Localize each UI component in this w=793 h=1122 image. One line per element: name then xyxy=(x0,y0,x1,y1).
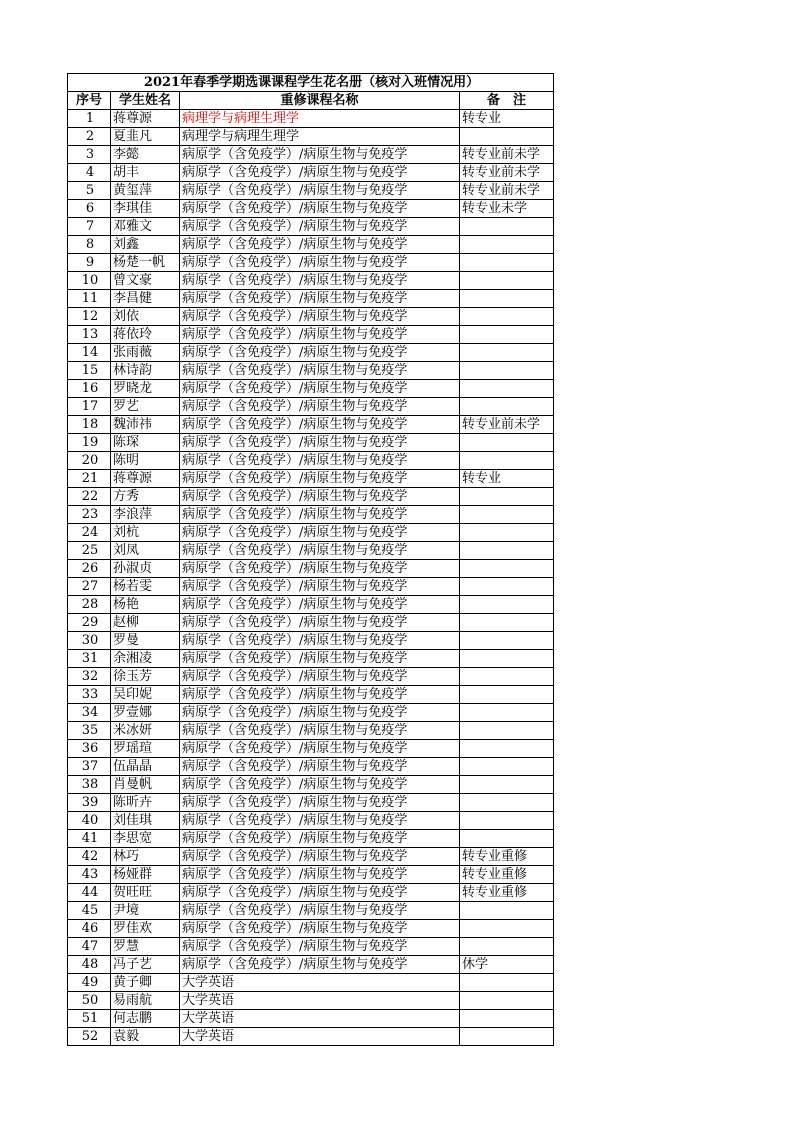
course-name-cell: 病理学与病理生理学 xyxy=(180,128,460,146)
remark-cell xyxy=(460,560,554,578)
course-name-cell: 病原学（含免疫学）/病原生物与免疫学 xyxy=(180,686,460,704)
table-row xyxy=(68,794,554,812)
remark-cell xyxy=(460,380,554,398)
row-number-cell: 5 xyxy=(68,182,111,200)
student-name-cell: 徐玉芳 xyxy=(111,668,180,686)
student-name-cell: 孙淑贞 xyxy=(111,560,180,578)
remark-cell: 转专业前未学 xyxy=(460,182,554,200)
row-number-cell: 45 xyxy=(68,902,111,920)
remark-cell xyxy=(460,1028,554,1046)
student-name-cell: 易雨航 xyxy=(111,992,180,1010)
remark-cell xyxy=(460,704,554,722)
remark-cell: 转专业 xyxy=(460,110,554,128)
row-number-cell: 40 xyxy=(68,812,111,830)
table-row xyxy=(68,290,554,308)
table-row xyxy=(68,884,554,902)
row-number-cell: 24 xyxy=(68,524,111,542)
student-name-cell: 陈昕卉 xyxy=(111,794,180,812)
row-number-cell: 18 xyxy=(68,416,111,434)
remark-cell xyxy=(460,902,554,920)
student-name-cell: 罗佳欢 xyxy=(111,920,180,938)
remark-cell xyxy=(460,614,554,632)
roster-table xyxy=(67,73,554,1046)
student-name-cell: 夏韭凡 xyxy=(111,128,180,146)
remark-cell: 转专业 xyxy=(460,470,554,488)
student-name-cell: 罗壹娜 xyxy=(111,704,180,722)
row-number-cell: 4 xyxy=(68,164,111,182)
student-name-cell: 李琪佳 xyxy=(111,200,180,218)
course-name-cell: 病原学（含免疫学）/病原生物与免疫学 xyxy=(180,182,460,200)
row-number-cell: 46 xyxy=(68,920,111,938)
remark-cell xyxy=(460,830,554,848)
course-name-cell: 病原学（含免疫学）/病原生物与免疫学 xyxy=(180,740,460,758)
table-row xyxy=(68,866,554,884)
course-name-cell: 大学英语 xyxy=(180,992,460,1010)
course-name-cell: 病原学（含免疫学）/病原生物与免疫学 xyxy=(180,236,460,254)
course-name-cell: 病原学（含免疫学）/病原生物与免疫学 xyxy=(180,596,460,614)
row-number-cell: 6 xyxy=(68,200,111,218)
row-number-cell: 26 xyxy=(68,560,111,578)
row-number-cell: 49 xyxy=(68,974,111,992)
course-name-cell: 病原学（含免疫学）/病原生物与免疫学 xyxy=(180,848,460,866)
row-number-cell: 23 xyxy=(68,506,111,524)
course-name-cell: 病原学（含免疫学）/病原生物与免疫学 xyxy=(180,902,460,920)
course-name-cell: 病原学（含免疫学）/病原生物与免疫学 xyxy=(180,758,460,776)
row-number-cell: 3 xyxy=(68,146,111,164)
remark-cell xyxy=(460,758,554,776)
course-name-cell: 病原学（含免疫学）/病原生物与免疫学 xyxy=(180,668,460,686)
row-number-cell: 11 xyxy=(68,290,111,308)
table-row xyxy=(68,614,554,632)
student-name-cell: 曾文豪 xyxy=(111,272,180,290)
table-row xyxy=(68,164,554,182)
row-number-cell: 1 xyxy=(68,110,111,128)
course-name-cell: 病原学（含免疫学）/病原生物与免疫学 xyxy=(180,866,460,884)
row-number-cell: 12 xyxy=(68,308,111,326)
student-name-cell: 肖曼帆 xyxy=(111,776,180,794)
row-number-cell: 16 xyxy=(68,380,111,398)
row-number-cell: 28 xyxy=(68,596,111,614)
remark-cell xyxy=(460,128,554,146)
row-number-cell: 47 xyxy=(68,938,111,956)
remark-cell: 休学 xyxy=(460,956,554,974)
table-row xyxy=(68,956,554,974)
table-row xyxy=(68,758,554,776)
student-name-cell: 刘鑫 xyxy=(111,236,180,254)
course-name-cell: 病原学（含免疫学）/病原生物与免疫学 xyxy=(180,254,460,272)
remark-cell xyxy=(460,344,554,362)
student-name-cell: 杨楚一帆 xyxy=(111,254,180,272)
course-name-cell: 大学英语 xyxy=(180,1028,460,1046)
student-name-cell: 李思宽 xyxy=(111,830,180,848)
course-name-cell: 病原学（含免疫学）/病原生物与免疫学 xyxy=(180,542,460,560)
table-row xyxy=(68,218,554,236)
course-name-cell: 病原学（含免疫学）/病原生物与免疫学 xyxy=(180,704,460,722)
course-name-cell: 病原学（含免疫学）/病原生物与免疫学 xyxy=(180,524,460,542)
row-number-cell: 14 xyxy=(68,344,111,362)
row-number-cell: 38 xyxy=(68,776,111,794)
student-name-cell: 胡丰 xyxy=(111,164,180,182)
table-row xyxy=(68,488,554,506)
row-number-cell: 19 xyxy=(68,434,111,452)
student-name-cell: 伍晶晶 xyxy=(111,758,180,776)
student-name-cell: 刘依 xyxy=(111,308,180,326)
table-row xyxy=(68,812,554,830)
table-row xyxy=(68,254,554,272)
table-row xyxy=(68,326,554,344)
remark-cell xyxy=(460,524,554,542)
row-number-cell: 36 xyxy=(68,740,111,758)
row-number-cell: 48 xyxy=(68,956,111,974)
course-name-cell: 大学英语 xyxy=(180,974,460,992)
row-number-cell: 30 xyxy=(68,632,111,650)
remark-cell: 转专业前未学 xyxy=(460,146,554,164)
student-name-cell: 魏沛祎 xyxy=(111,416,180,434)
remark-cell: 转专业未学 xyxy=(460,200,554,218)
course-name-cell: 病理学与病理生理学 xyxy=(180,110,460,128)
student-name-cell: 陈明 xyxy=(111,452,180,470)
course-name-cell: 病原学（含免疫学）/病原生物与免疫学 xyxy=(180,650,460,668)
course-name-cell: 病原学（含免疫学）/病原生物与免疫学 xyxy=(180,560,460,578)
student-name-cell: 罗曼 xyxy=(111,632,180,650)
row-number-cell: 50 xyxy=(68,992,111,1010)
student-name-cell: 吴印妮 xyxy=(111,686,180,704)
row-number-cell: 32 xyxy=(68,668,111,686)
table-row xyxy=(68,272,554,290)
row-number-cell: 42 xyxy=(68,848,111,866)
course-name-cell: 病原学（含免疫学）/病原生物与免疫学 xyxy=(180,776,460,794)
table-row xyxy=(68,830,554,848)
course-name-cell: 病原学（含免疫学）/病原生物与免疫学 xyxy=(180,218,460,236)
course-name-cell: 病原学（含免疫学）/病原生物与免疫学 xyxy=(180,488,460,506)
student-name-cell: 李昌健 xyxy=(111,290,180,308)
table-row xyxy=(68,1028,554,1046)
remark-cell xyxy=(460,398,554,416)
student-name-cell: 刘佳琪 xyxy=(111,812,180,830)
row-number-cell: 31 xyxy=(68,650,111,668)
header-no: 序号 xyxy=(68,92,111,110)
remark-cell xyxy=(460,632,554,650)
row-number-cell: 21 xyxy=(68,470,111,488)
remark-cell xyxy=(460,308,554,326)
row-number-cell: 7 xyxy=(68,218,111,236)
header-remark: 备 注 xyxy=(460,92,554,110)
course-name-cell: 病原学（含免疫学）/病原生物与免疫学 xyxy=(180,308,460,326)
table-row xyxy=(68,362,554,380)
table-row xyxy=(68,1010,554,1028)
student-name-cell: 张雨薇 xyxy=(111,344,180,362)
remark-cell xyxy=(460,650,554,668)
row-number-cell: 17 xyxy=(68,398,111,416)
course-name-cell: 病原学（含免疫学）/病原生物与免疫学 xyxy=(180,506,460,524)
student-name-cell: 罗瑶瑄 xyxy=(111,740,180,758)
course-name-cell: 病原学（含免疫学）/病原生物与免疫学 xyxy=(180,398,460,416)
student-name-cell: 陈琛 xyxy=(111,434,180,452)
student-name-cell: 李懿 xyxy=(111,146,180,164)
row-number-cell: 41 xyxy=(68,830,111,848)
course-name-cell: 大学英语 xyxy=(180,1010,460,1028)
remark-cell xyxy=(460,236,554,254)
course-name-cell: 病原学（含免疫学）/病原生物与免疫学 xyxy=(180,452,460,470)
course-name-cell: 病原学（含免疫学）/病原生物与免疫学 xyxy=(180,920,460,938)
row-number-cell: 13 xyxy=(68,326,111,344)
row-number-cell: 15 xyxy=(68,362,111,380)
table-row xyxy=(68,236,554,254)
table-row xyxy=(68,722,554,740)
student-name-cell: 黄子卿 xyxy=(111,974,180,992)
student-name-cell: 黄玺萍 xyxy=(111,182,180,200)
course-name-cell: 病原学（含免疫学）/病原生物与免疫学 xyxy=(180,290,460,308)
remark-cell xyxy=(460,668,554,686)
table-row xyxy=(68,974,554,992)
course-name-cell: 病原学（含免疫学）/病原生物与免疫学 xyxy=(180,344,460,362)
row-number-cell: 43 xyxy=(68,866,111,884)
row-number-cell: 22 xyxy=(68,488,111,506)
student-name-cell: 方秀 xyxy=(111,488,180,506)
row-number-cell: 51 xyxy=(68,1010,111,1028)
student-name-cell: 杨艳 xyxy=(111,596,180,614)
table-row xyxy=(68,182,554,200)
remark-cell xyxy=(460,812,554,830)
header-row xyxy=(68,92,554,110)
student-name-cell: 余湘凌 xyxy=(111,650,180,668)
header-name: 学生姓名 xyxy=(111,92,180,110)
student-name-cell: 赵柳 xyxy=(111,614,180,632)
remark-cell xyxy=(460,722,554,740)
table-row xyxy=(68,776,554,794)
course-name-cell: 病原学（含免疫学）/病原生物与免疫学 xyxy=(180,938,460,956)
course-name-cell: 病原学（含免疫学）/病原生物与免疫学 xyxy=(180,578,460,596)
remark-cell xyxy=(460,578,554,596)
table-row xyxy=(68,416,554,434)
course-name-cell: 病原学（含免疫学）/病原生物与免疫学 xyxy=(180,632,460,650)
table-row xyxy=(68,146,554,164)
student-name-cell: 罗慧 xyxy=(111,938,180,956)
row-number-cell: 37 xyxy=(68,758,111,776)
student-name-cell: 蒋尊源 xyxy=(111,110,180,128)
remark-cell xyxy=(460,1010,554,1028)
course-name-cell: 病原学（含免疫学）/病原生物与免疫学 xyxy=(180,614,460,632)
sheet-title: 2021年春季学期选课课程学生花名册（核对入班情况用） xyxy=(68,74,554,92)
table-row xyxy=(68,848,554,866)
student-name-cell: 杨娅群 xyxy=(111,866,180,884)
table-row xyxy=(68,506,554,524)
row-number-cell: 9 xyxy=(68,254,111,272)
table-row xyxy=(68,380,554,398)
remark-cell xyxy=(460,362,554,380)
course-name-cell: 病原学（含免疫学）/病原生物与免疫学 xyxy=(180,146,460,164)
course-name-cell: 病原学（含免疫学）/病原生物与免疫学 xyxy=(180,380,460,398)
student-name-cell: 袁毅 xyxy=(111,1028,180,1046)
remark-cell: 转专业前未学 xyxy=(460,416,554,434)
header-course: 重修课程名称 xyxy=(180,92,460,110)
remark-cell xyxy=(460,776,554,794)
remark-cell xyxy=(460,506,554,524)
row-number-cell: 29 xyxy=(68,614,111,632)
course-name-cell: 病原学（含免疫学）/病原生物与免疫学 xyxy=(180,272,460,290)
student-name-cell: 杨若雯 xyxy=(111,578,180,596)
course-name-cell: 病原学（含免疫学）/病原生物与免疫学 xyxy=(180,470,460,488)
remark-cell xyxy=(460,434,554,452)
table-row xyxy=(68,542,554,560)
row-number-cell: 8 xyxy=(68,236,111,254)
table-row xyxy=(68,740,554,758)
row-number-cell: 2 xyxy=(68,128,111,146)
student-name-cell: 刘杭 xyxy=(111,524,180,542)
student-name-cell: 罗艺 xyxy=(111,398,180,416)
table-row xyxy=(68,704,554,722)
table-row xyxy=(68,452,554,470)
table-row xyxy=(68,344,554,362)
course-name-cell: 病原学（含免疫学）/病原生物与免疫学 xyxy=(180,164,460,182)
course-name-cell: 病原学（含免疫学）/病原生物与免疫学 xyxy=(180,362,460,380)
table-row xyxy=(68,668,554,686)
course-name-cell: 病原学（含免疫学）/病原生物与免疫学 xyxy=(180,794,460,812)
course-name-cell: 病原学（含免疫学）/病原生物与免疫学 xyxy=(180,434,460,452)
course-name-cell: 病原学（含免疫学）/病原生物与免疫学 xyxy=(180,884,460,902)
table-row xyxy=(68,398,554,416)
remark-cell: 转专业重修 xyxy=(460,866,554,884)
roster-body xyxy=(68,110,554,1046)
remark-cell xyxy=(460,326,554,344)
row-number-cell: 20 xyxy=(68,452,111,470)
remark-cell xyxy=(460,290,554,308)
row-number-cell: 44 xyxy=(68,884,111,902)
table-row xyxy=(68,128,554,146)
row-number-cell: 35 xyxy=(68,722,111,740)
student-name-cell: 林巧 xyxy=(111,848,180,866)
table-row xyxy=(68,524,554,542)
student-name-cell: 冯子艺 xyxy=(111,956,180,974)
course-name-cell: 病原学（含免疫学）/病原生物与免疫学 xyxy=(180,326,460,344)
student-name-cell: 蒋依玲 xyxy=(111,326,180,344)
student-name-cell: 罗晓龙 xyxy=(111,380,180,398)
remark-cell: 转专业前未学 xyxy=(460,164,554,182)
remark-cell xyxy=(460,938,554,956)
student-name-cell: 林诗韵 xyxy=(111,362,180,380)
course-name-cell: 病原学（含免疫学）/病原生物与免疫学 xyxy=(180,830,460,848)
remark-cell xyxy=(460,686,554,704)
table-row xyxy=(68,902,554,920)
course-name-cell: 病原学（含免疫学）/病原生物与免疫学 xyxy=(180,416,460,434)
row-number-cell: 27 xyxy=(68,578,111,596)
row-number-cell: 34 xyxy=(68,704,111,722)
table-row xyxy=(68,110,554,128)
table-row xyxy=(68,308,554,326)
remark-cell xyxy=(460,452,554,470)
table-row xyxy=(68,920,554,938)
table-row xyxy=(68,200,554,218)
remark-cell: 转专业重修 xyxy=(460,848,554,866)
table-row xyxy=(68,596,554,614)
student-name-cell: 贺旺旺 xyxy=(111,884,180,902)
student-name-cell: 邓雅文 xyxy=(111,218,180,236)
table-row xyxy=(68,560,554,578)
remark-cell xyxy=(460,272,554,290)
remark-cell xyxy=(460,740,554,758)
course-name-cell: 病原学（含免疫学）/病原生物与免疫学 xyxy=(180,722,460,740)
row-number-cell: 33 xyxy=(68,686,111,704)
table-row xyxy=(68,650,554,668)
row-number-cell: 52 xyxy=(68,1028,111,1046)
table-row xyxy=(68,578,554,596)
row-number-cell: 10 xyxy=(68,272,111,290)
course-name-cell: 病原学（含免疫学）/病原生物与免疫学 xyxy=(180,812,460,830)
student-name-cell: 米冰妍 xyxy=(111,722,180,740)
student-name-cell: 刘凤 xyxy=(111,542,180,560)
table-row xyxy=(68,938,554,956)
row-number-cell: 39 xyxy=(68,794,111,812)
course-name-cell: 病原学（含免疫学）/病原生物与免疫学 xyxy=(180,200,460,218)
remark-cell xyxy=(460,254,554,272)
remark-cell xyxy=(460,992,554,1010)
remark-cell xyxy=(460,974,554,992)
table-row xyxy=(68,992,554,1010)
table-row xyxy=(68,686,554,704)
student-name-cell: 尹境 xyxy=(111,902,180,920)
table-row xyxy=(68,434,554,452)
remark-cell xyxy=(460,920,554,938)
row-number-cell: 25 xyxy=(68,542,111,560)
remark-cell: 转专业重修 xyxy=(460,884,554,902)
table-row xyxy=(68,470,554,488)
remark-cell xyxy=(460,794,554,812)
table-row xyxy=(68,632,554,650)
student-name-cell: 蒋尊源 xyxy=(111,470,180,488)
remark-cell xyxy=(460,218,554,236)
title-row xyxy=(68,74,554,92)
remark-cell xyxy=(460,542,554,560)
remark-cell xyxy=(460,596,554,614)
remark-cell xyxy=(460,488,554,506)
course-name-cell: 病原学（含免疫学）/病原生物与免疫学 xyxy=(180,956,460,974)
student-name-cell: 李浪萍 xyxy=(111,506,180,524)
student-name-cell: 何志鹏 xyxy=(111,1010,180,1028)
